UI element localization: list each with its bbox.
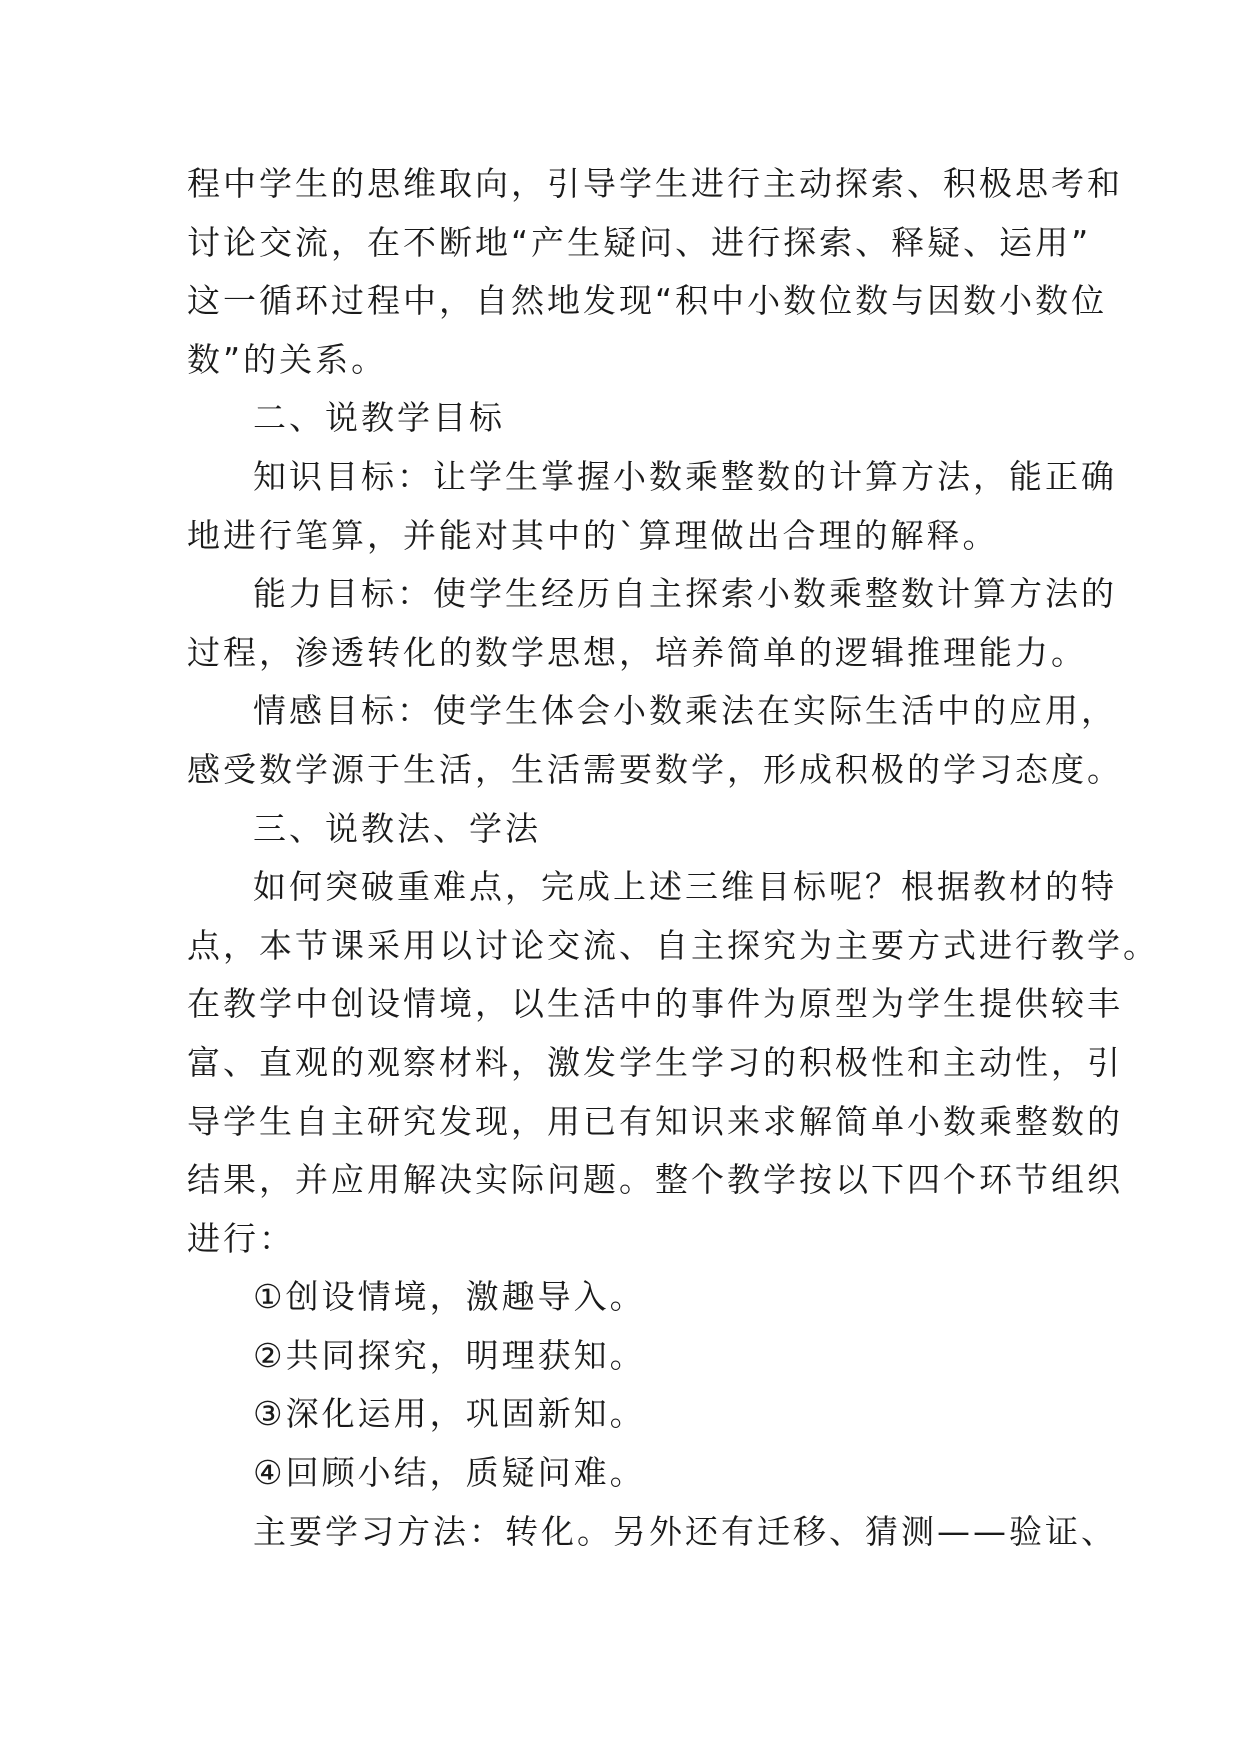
paragraph-line: 这一循环过程中，自然地发现“积中小数位数与因数小数位 bbox=[187, 281, 1108, 321]
list-item: ②共同探究，明理获知。 bbox=[253, 1335, 646, 1375]
document-body bbox=[187, 155, 1159, 1561]
paragraph-line: 富、直观的观察材料，激发学生学习的积极性和主动性，引 bbox=[187, 1042, 1123, 1082]
paragraph-line: 数”的关系。 bbox=[187, 339, 388, 379]
paragraph-line: 感受数学源于生活，生活需要数学，形成积极的学习态度。 bbox=[187, 749, 1123, 789]
paragraph-line: 在教学中创设情境，以生活中的事件为原型为学生提供较丰 bbox=[187, 984, 1123, 1024]
list-item: ①创设情境，激趣导入。 bbox=[253, 1277, 646, 1317]
paragraph-line: 进行： bbox=[187, 1218, 295, 1258]
paragraph-line: 情感目标：使学生体会小数乘法在实际生活中的应用， bbox=[253, 691, 1117, 731]
section-heading: 二、说教学目标 bbox=[253, 398, 505, 438]
list-item: ④回顾小结，质疑问难。 bbox=[253, 1453, 646, 1493]
paragraph-line: 主要学习方法：转化。另外还有迁移、猜测——验证、 bbox=[253, 1511, 1117, 1551]
paragraph-line: 知识目标：让学生掌握小数乘整数的计算方法，能正确 bbox=[253, 456, 1117, 496]
paragraph-line: 结果，并应用解决实际问题。整个教学按以下四个环节组织 bbox=[187, 1160, 1123, 1200]
paragraph-line: 过程，渗透转化的数学思想，培养简单的逻辑推理能力。 bbox=[187, 632, 1087, 672]
section-heading: 三、说教法、学法 bbox=[253, 808, 541, 848]
paragraph-line: 地进行笔算，并能对其中的`算理做出合理的解释。 bbox=[187, 515, 999, 555]
paragraph-line: 程中学生的思维取向，引导学生进行主动探索、积极思考和 bbox=[187, 164, 1123, 203]
paragraph-line: 能力目标：使学生经历自主探索小数乘整数计算方法的 bbox=[253, 574, 1117, 614]
paragraph-line: 导学生自主研究发现，用已有知识来求解简单小数乘整数的 bbox=[187, 1101, 1123, 1141]
paragraph-line: 讨论交流，在不断地“产生疑问、进行探索、释疑、运用” bbox=[187, 222, 1092, 262]
list-item: ③深化运用，巩固新知。 bbox=[253, 1394, 646, 1434]
paragraph-line: 点，本节课采用以讨论交流、自主探究为主要方式进行教学。 bbox=[187, 925, 1159, 965]
paragraph-line: 如何突破重难点，完成上述三维目标呢？根据教材的特 bbox=[253, 867, 1117, 907]
